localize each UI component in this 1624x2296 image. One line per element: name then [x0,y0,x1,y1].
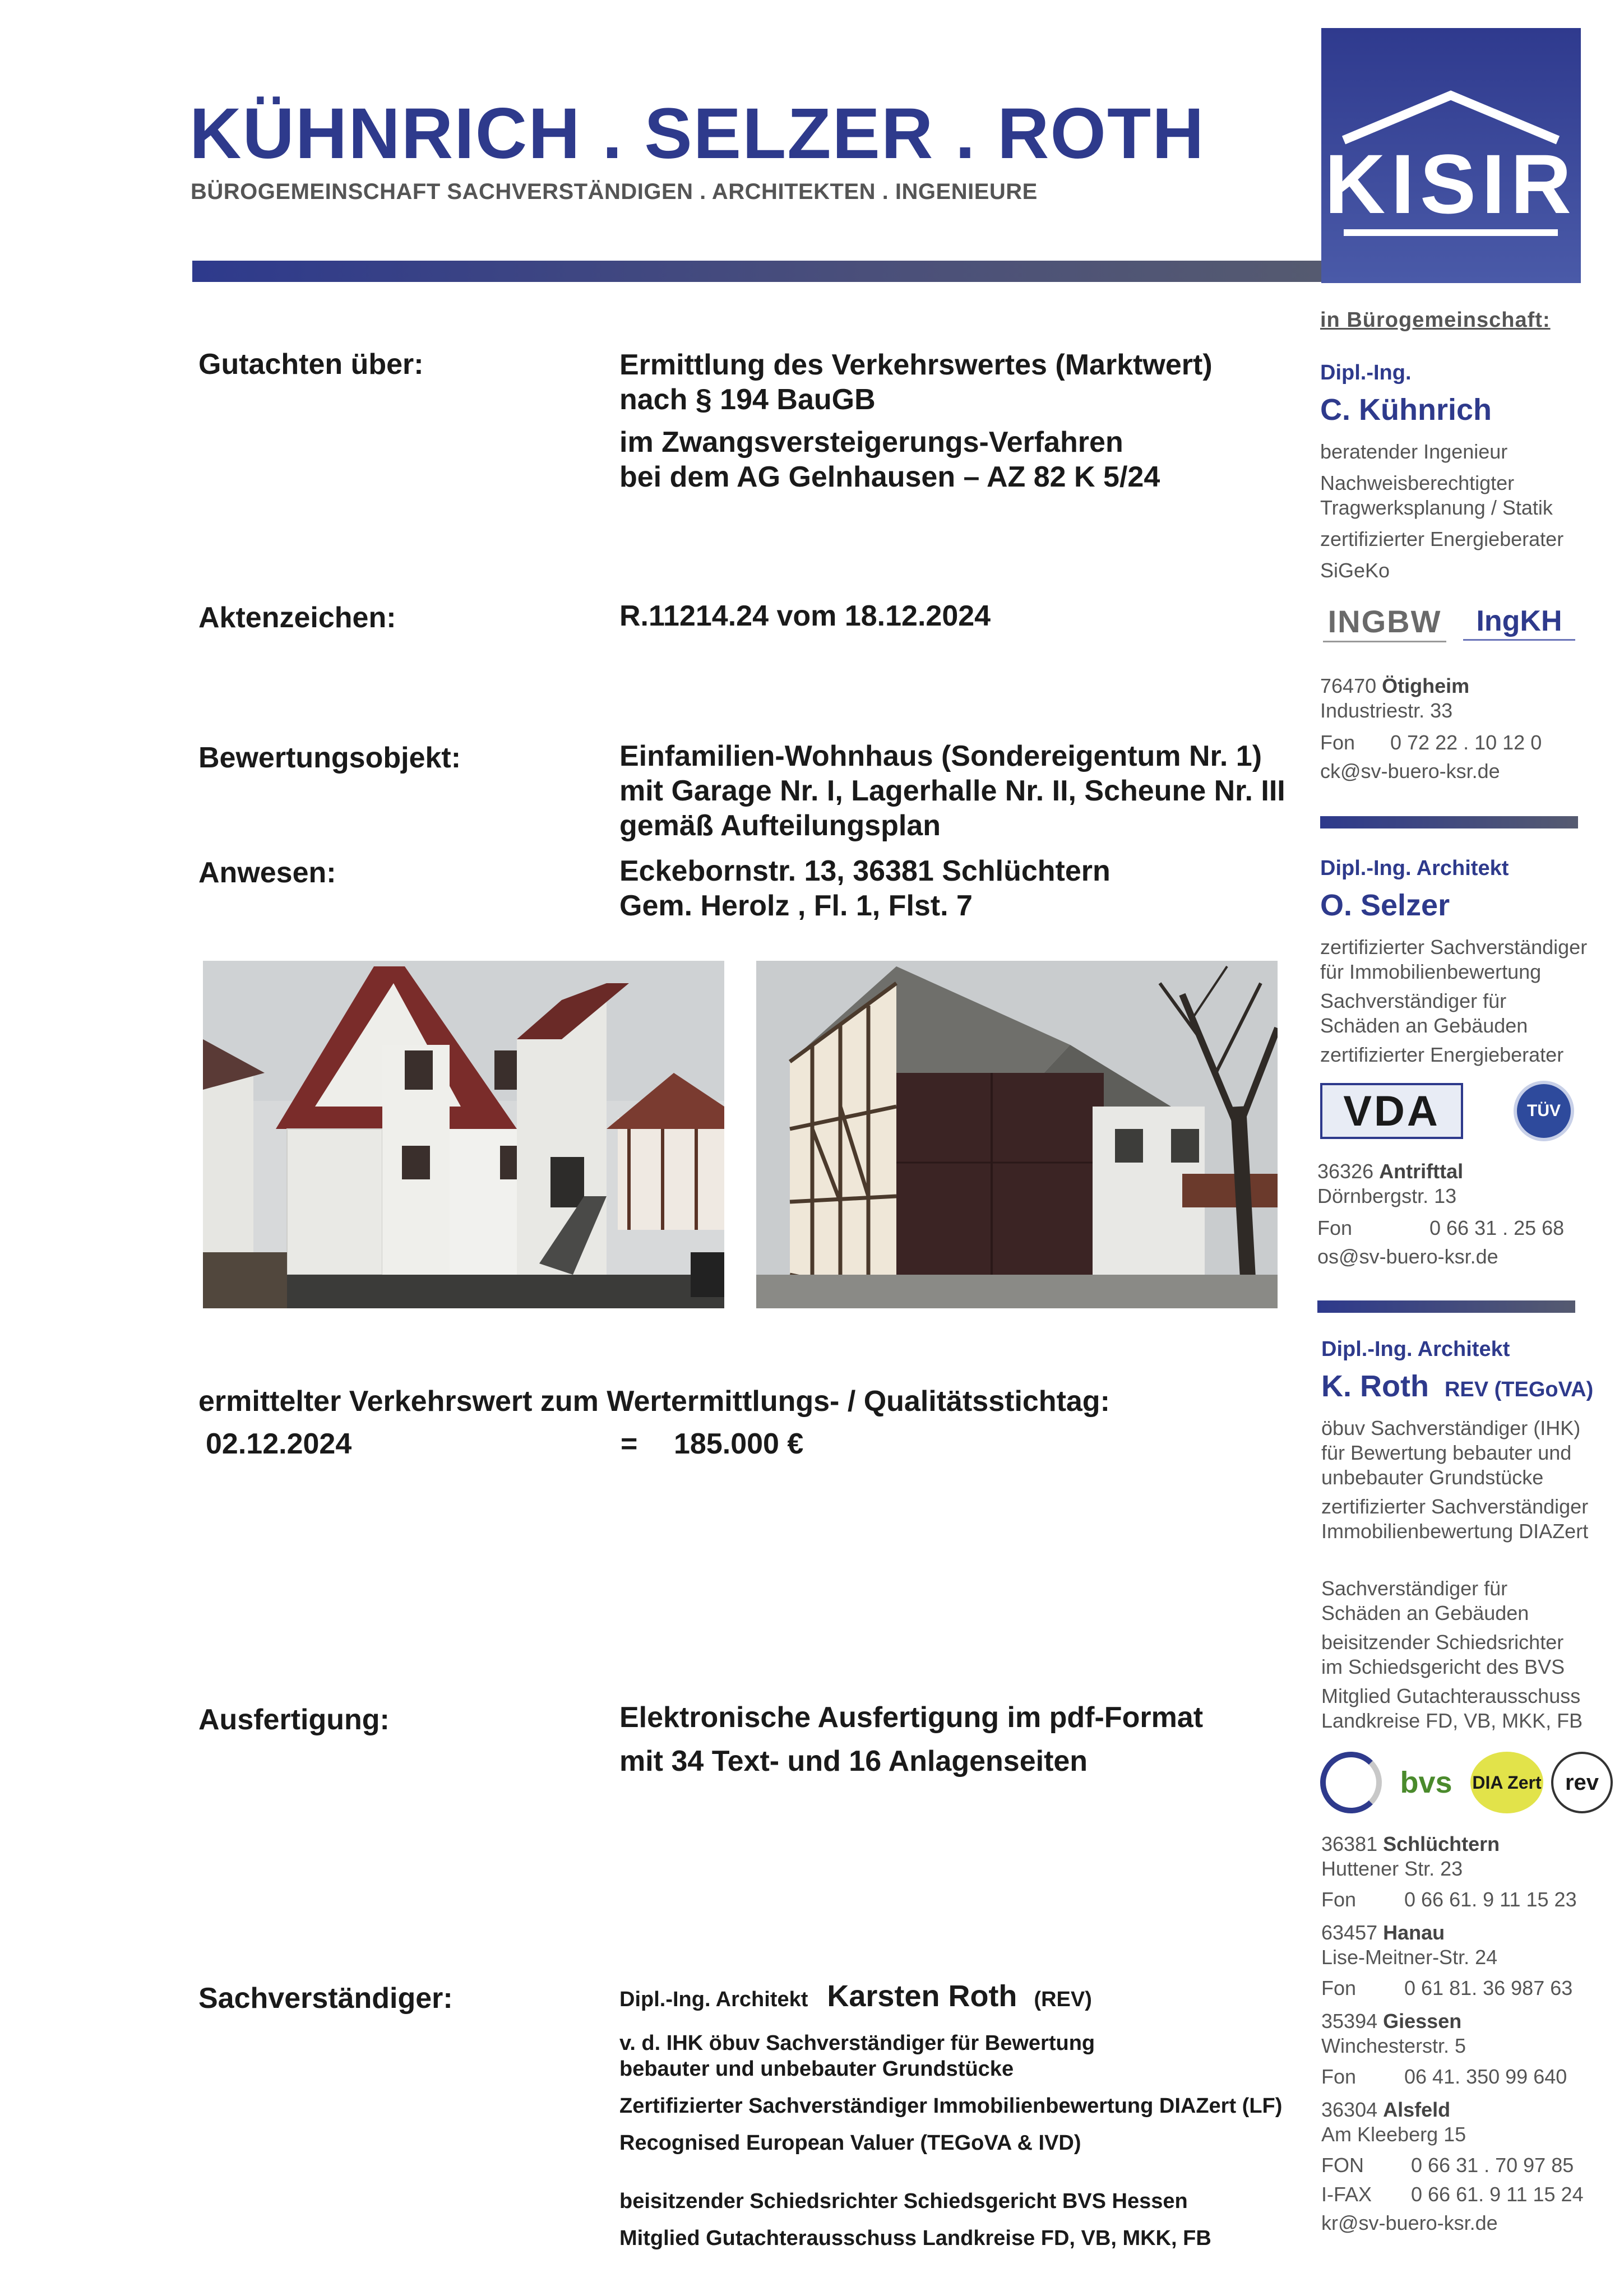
roth-name-line [1321,1369,1593,1404]
fon-number: 06 41. 350 99 640 [1404,2065,1567,2088]
plz: 35394 [1321,2010,1378,2033]
city: Giessen [1383,2010,1462,2033]
qual-line: Immobilienbewertung DIAZert [1321,1520,1589,1543]
sidebar-divider [1317,1300,1575,1313]
sv-name: Karsten Roth [827,1979,1017,2013]
anwesen-line: Eckebornstr. 13, 36381 Schlüchtern [619,855,1111,887]
gutachten-value [619,348,1213,494]
sachverstaendiger-name-line [619,1979,1092,2013]
ihk-seal-logo [1320,1752,1382,1813]
anwesen-label: Anwesen: [198,857,336,889]
firm-subtitle: BÜROGEMEINSCHAFT SACHVERSTÄNDIGEN . ARCHITEKTEN . INGENIEURE [191,179,1038,204]
sv-line: Recognised European Valuer (TEGoVA & IVD) [619,2131,1081,2155]
bewertung-line: Einfamilien-Wohnhaus (Sondereigentum Nr. 1) [619,740,1262,772]
barn-photo [756,961,1278,1308]
anwesen-value [619,854,1111,923]
vda-logo: VDA [1320,1083,1463,1139]
kuehnrich-name: C. Kühnrich [1320,393,1492,427]
city: Alsfeld [1383,2098,1451,2121]
qual-line: zertifizierter Energieberater [1320,527,1564,550]
house-front-photo [203,961,724,1308]
qual-line: für Immobilienbewertung [1320,960,1542,983]
street: Dörnbergstr. 13 [1317,1184,1457,1207]
gutachten-line: nach § 194 BauGB [619,383,876,416]
roth-qualifications [1321,1416,1588,1733]
fon-label: Fon [1321,1976,1357,1999]
roth-offices [1321,1832,1613,2235]
sv-line: bebauter und unbebauter Grundstücke [619,2057,1014,2081]
qual-line: beratender Ingenieur [1320,440,1508,463]
verkehrswert-value: 185.000 € [674,1428,804,1460]
bewertungsobjekt-label: Bewertungsobjekt: [198,742,461,774]
aktenzeichen-label: Aktenzeichen: [198,601,396,634]
street: Huttener Str. 23 [1321,1857,1463,1880]
kuehnrich-title: Dipl.-Ing. [1320,361,1412,385]
qual-line: Landkreise FD, VB, MKK, FB [1321,1709,1583,1732]
plz: 36381 [1321,1832,1378,1855]
qual-line: für Bewertung bebauter und [1321,1441,1572,1464]
selzer-address [1317,1159,1564,1269]
fon-number: 0 72 22 . 10 12 0 [1390,731,1542,754]
gutachten-line: Ermittlung des Verkehrswertes (Marktwert) [619,349,1213,381]
verkehrswert-heading: ermittelter Verkehrswert zum Wertermittlungs- / Qualitätsstichtag: [198,1385,1110,1418]
fon-number: 0 66 61. 9 11 15 23 [1404,1888,1577,1911]
selzer-name: O. Selzer [1320,888,1450,922]
kuehnrich-address [1320,674,1542,784]
office [1321,1832,1613,1911]
email[interactable]: os@sv-buero-ksr.de [1317,1245,1498,1268]
roth-logos [1320,1749,1623,1816]
sv-line: v. d. IHK öbuv Sachverständiger für Bewertung [619,2031,1095,2055]
gutachten-line: im Zwangsversteigerungs-Verfahren [619,426,1123,459]
street: Lise-Meitner-Str. 24 [1321,1946,1498,1969]
office [1321,2098,1613,2235]
fon-number: 0 61 81. 36 987 63 [1404,1976,1573,1999]
gutachten-label: Gutachten über: [198,348,424,381]
email[interactable]: ck@sv-buero-ksr.de [1320,760,1500,783]
fon-label: FON [1321,2154,1364,2177]
sidebar-heading: in Bürogemeinschaft: [1320,308,1551,332]
sv-line: Zertifizierter Sachverständiger Immobilienbewertung DIAZert (LF) [619,2094,1283,2118]
anwesen-line: Gem. Herolz , Fl. 1, Flst. 7 [619,890,973,922]
ausfertigung-label: Ausfertigung: [198,1704,390,1736]
sidebar-divider [1320,816,1578,828]
fon-label: Fon [1321,1888,1357,1911]
qual-line: unbebauter Grundstücke [1321,1466,1544,1489]
sachverstaendiger-label: Sachverständiger: [198,1982,453,2015]
kuehnrich-qualifications [1320,439,1563,583]
selzer-qualifications [1320,935,1587,1067]
qual-line: Tragwerksplanung / Statik [1320,496,1553,519]
stichtag-date: 02.12.2024 [206,1428,352,1460]
fax-label: I-FAX [1321,2183,1372,2206]
qual-line: Sachverständiger für [1320,989,1507,1012]
firm-name: KÜHNRICH . SELZER . ROTH [189,94,1205,174]
city: Schlüchtern [1383,1832,1500,1855]
street: Industriestr. 33 [1320,699,1453,722]
plz: 36304 [1321,2098,1378,2121]
plz: 76470 [1320,674,1377,697]
qual-line: Sachverständiger für [1321,1577,1508,1600]
street: Am Kleeberg 15 [1321,2123,1466,2146]
qual-line: im Schiedsgericht des BVS [1321,1655,1565,1678]
qual-line: Schäden an Gebäuden [1321,1601,1529,1624]
diazert-logo: DIA Zert [1470,1752,1543,1813]
bewertungsobjekt-value [619,739,1285,843]
sv-line: Mitglied Gutachterausschuss Landkreise FD, VB, MKK, FB [619,2226,1211,2250]
tuev-logo: TÜV [1514,1081,1574,1141]
roth-suffix: REV (TEGoVA) [1444,1378,1594,1401]
qual-line: zertifizierter Energieberater [1320,1043,1564,1066]
equals-sign: = [621,1428,638,1460]
qual-line: beisitzender Schiedsrichter [1321,1631,1564,1654]
header-bar [192,261,1321,282]
plz: 36326 [1317,1160,1374,1183]
ausfertigung-value [619,1700,1203,1779]
email[interactable]: kr@sv-buero-ksr.de [1321,2211,1498,2234]
city: Hanau [1383,1921,1445,1944]
kuehnrich-logos [1320,599,1578,649]
fon-label: Fon [1317,1216,1353,1239]
street: Winchesterstr. 5 [1321,2034,1466,2057]
ingbw-logo: INGBW [1320,599,1449,649]
city: Antrifttal [1379,1160,1464,1183]
roth-name: K. Roth [1321,1369,1429,1403]
plz: 63457 [1321,1921,1378,1944]
selzer-title: Dipl.-Ing. Architekt [1320,857,1509,880]
qual-line: zertifizierter Sachverständiger [1320,936,1588,959]
fax-number: 0 66 61. 9 11 15 24 [1411,2183,1584,2206]
bewertung-line: gemäß Aufteilungsplan [619,809,941,842]
bvs-logo: bvs [1400,1766,1452,1799]
office [1321,2009,1613,2089]
rev-logo: rev [1551,1752,1613,1813]
fon-number: 0 66 31 . 70 97 85 [1411,2154,1574,2177]
aktenzeichen-value: R.11214.24 vom 18.12.2024 [619,600,991,632]
kisir-logo [1321,28,1581,283]
fon-label: Fon [1321,2065,1357,2088]
svg-text:KISIR: KISIR [1324,137,1577,231]
sv-line: beisitzender Schiedsrichter Schiedsgericht BVS Hessen [619,2189,1188,2213]
ausfertigung-line: Elektronische Ausfertigung im pdf-Format [619,1701,1204,1734]
fon-number: 0 66 31 . 25 68 [1429,1216,1565,1239]
city: Ötigheim [1382,674,1470,697]
qual-line: zertifizierter Sachverständiger [1321,1495,1589,1518]
sv-prefix: Dipl.-Ing. Architekt [619,1988,808,2011]
sachverstaendiger-qualifications [619,2030,1282,2251]
ingkh-logo: IngKH [1460,599,1578,649]
fon-label: Fon [1320,731,1355,754]
gutachten-line: bei dem AG Gelnhausen – AZ 82 K 5/24 [619,461,1160,493]
sv-suffix: (REV) [1034,1988,1092,2011]
qual-line: öbuv Sachverständiger (IHK) [1321,1417,1581,1439]
roth-title: Dipl.-Ing. Architekt [1321,1337,1510,1361]
bewertung-line: mit Garage Nr. I, Lagerhalle Nr. II, Scheune Nr. III [619,775,1285,807]
ausfertigung-line: mit 34 Text- und 16 Anlagenseiten [619,1745,1088,1777]
qual-line: Nachweisberechtigter [1320,471,1515,494]
qual-line: SiGeKo [1320,559,1390,582]
qual-line: Mitglied Gutachterausschuss [1321,1684,1581,1707]
office [1321,1920,1613,2000]
qual-line: Schäden an Gebäuden [1320,1014,1528,1037]
